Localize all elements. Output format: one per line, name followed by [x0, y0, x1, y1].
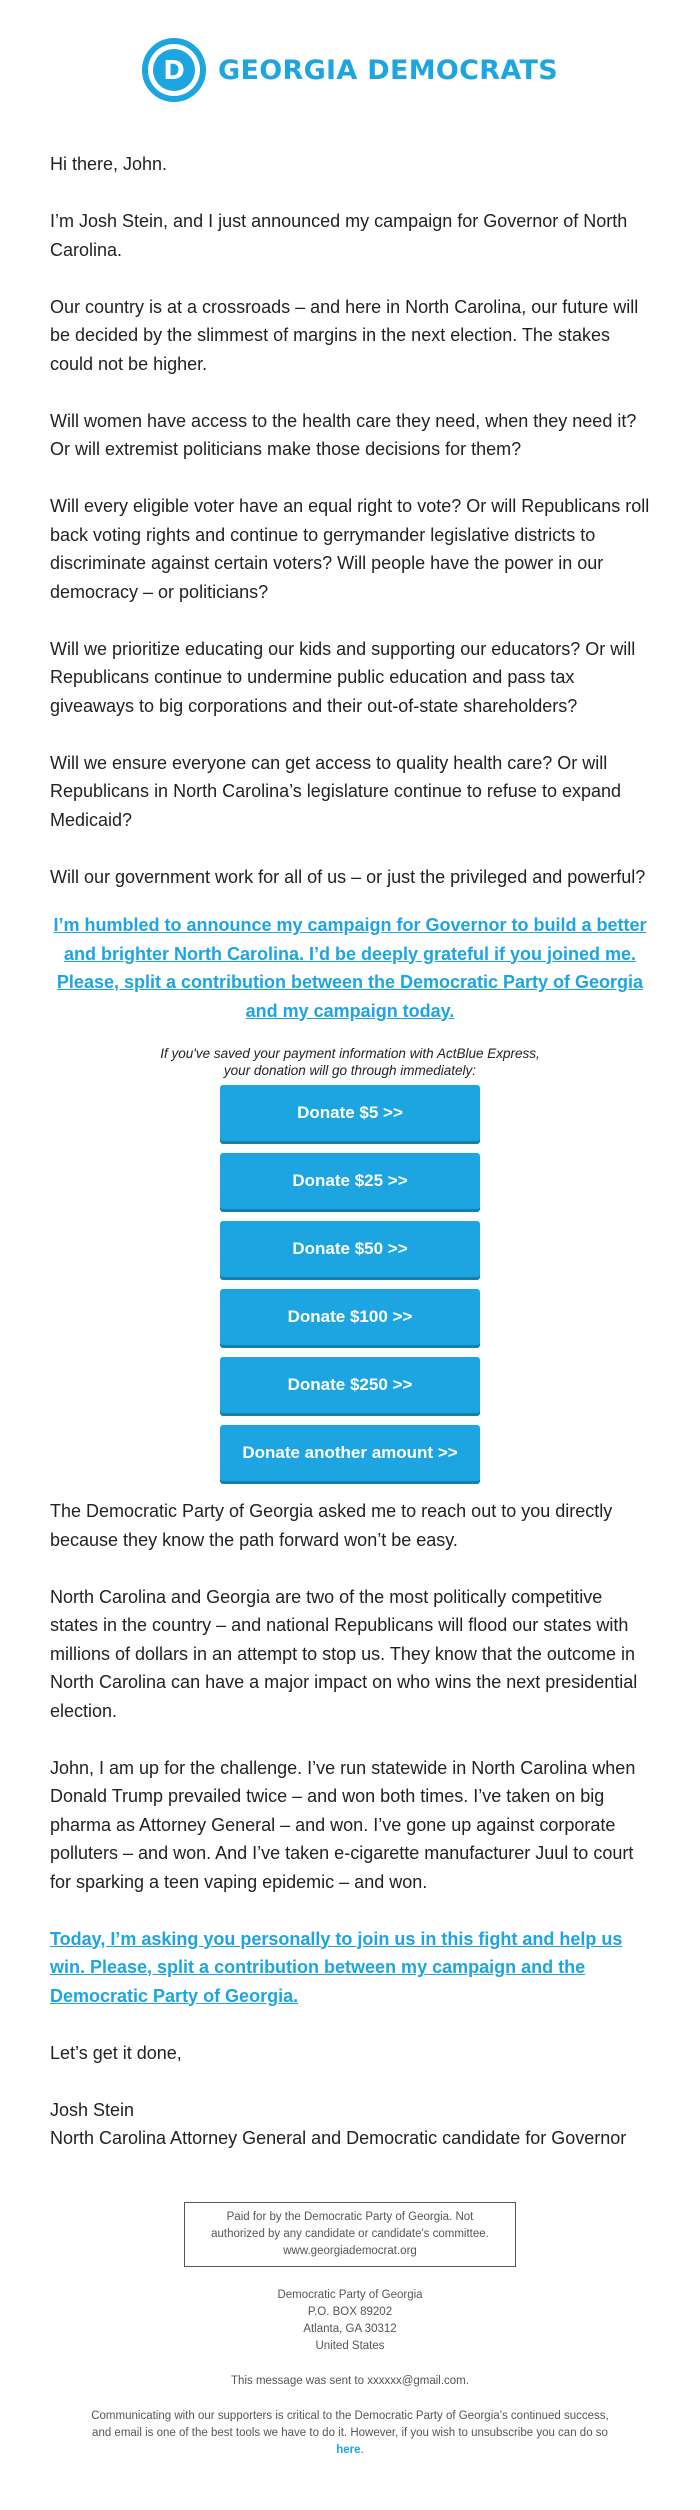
georgia-democrats-logo-icon: [142, 38, 206, 102]
paragraph-government: Will our government work for all of us – or just the privileged and powerful?: [50, 866, 646, 887]
address-line: Atlanta, GA 30312: [303, 2323, 397, 2335]
brand-name: GEORGIA DEMOCRATS: [218, 54, 558, 86]
unsubscribe-link[interactable]: here: [336, 2444, 361, 2456]
closing: Let’s get it done,: [50, 2042, 182, 2063]
actblue-note-line-2: your donation will go through immediately:: [223, 1063, 477, 1078]
paragraph-challenge: John, I am up for the challenge. I’ve run statewide in North Carolina when Donald Trump prevailed twice – and won both times. I’ve taken on big pharma as Attorney General – and won. I’ve gone up against corporate polluters – and won. And I’ve taken e-cigarette manufacturer Juul to court for sparking a teen vaping epidemic – and won.: [50, 1757, 636, 1892]
address-line: United States: [315, 2340, 385, 2352]
donate-section: [50, 1045, 650, 1481]
paid-for-line-2: authorized by any candidate or candidate's committee.: [211, 2228, 489, 2240]
join-fight-cta-link[interactable]: Today, I’m asking you personally to join us in this fight and help us win. Please, split a contribution between my campaign and the Democratic Party of Georgia.: [50, 1928, 623, 2006]
recipient-email: xxxxxx@gmail.com: [367, 2375, 466, 2387]
paragraph-crossroads: Our country is at a crossroads – and here in North Carolina, our future will be decided by the slimmest of margins in the next election. The stakes could not be higher.: [50, 296, 639, 374]
mailing-address: [0, 2287, 700, 2355]
paragraph-education: Will we prioritize educating our kids and supporting our educators? Or will Republicans continue to undermine public education and pass tax giveaways to big corporations and their out-of-state shareholders?: [50, 638, 636, 716]
sent-prefix: This message was sent to: [231, 2375, 368, 2387]
donate-250-button[interactable]: Donate $250 >>: [220, 1357, 480, 1413]
paid-for-disclaimer: [184, 2202, 516, 2267]
address-line: Democratic Party of Georgia: [277, 2289, 423, 2301]
signature-title: North Carolina Attorney General and Democratic candidate for Governor: [50, 2128, 627, 2148]
logo-letter: D: [163, 56, 185, 86]
paragraph-announcement: I’m Josh Stein, and I just announced my campaign for Governor of North Carolina.: [50, 211, 628, 260]
paid-for-line-3: www.georgiademocrat.org: [283, 2245, 417, 2257]
unsubscribe-end: .: [360, 2444, 364, 2456]
unsubscribe-text: Communicating with our supporters is critical to the Democratic Party of Georgia’s continued success, and email is one of the best tools we have to do it. However, if you wish to unsubscribe you can do so: [91, 2410, 609, 2439]
donate-100-button[interactable]: Donate $100 >>: [220, 1289, 480, 1345]
paragraph-voting-rights: Will every eligible voter have an equal right to vote? Or will Republicans roll back voting rights and continue to gerrymander legislative districts to discriminate against certain voters? Will people have the power in our democracy – or politicians?: [50, 496, 650, 602]
unsubscribe-notice: [90, 2408, 610, 2459]
sent-to-notice: [0, 2373, 700, 2390]
email-header: [0, 38, 700, 102]
greeting: Hi there, John.: [50, 154, 168, 174]
address-line: P.O. BOX 89202: [307, 2306, 393, 2318]
paragraph-health-care: Will women have access to the health care they need, when they need it? Or will extremist politicians make those decisions for them?: [50, 410, 637, 459]
paid-for-line-1: Paid for by the Democratic Party of Georgia. Not: [226, 2211, 474, 2223]
signature-name: Josh Stein: [50, 2099, 135, 2120]
paragraph-medicaid: Will we ensure everyone can get access to quality health care? Or will Republicans in North Carolina’s legislature continue to refuse to expand Medicaid?: [50, 752, 622, 830]
paragraph-competitive-states: North Carolina and Georgia are two of the most politically competitive states in the country – and national Republicans will flood our states with millions of dollars in an attempt to stop us. They know that the outcome in North Carolina can have a major impact on who wins the next presidential election.: [50, 1586, 638, 1721]
donate-25-button[interactable]: Donate $25 >>: [220, 1153, 480, 1209]
donate-other-amount-button[interactable]: Donate another amount >>: [220, 1425, 480, 1481]
campaign-cta-link[interactable]: I’m humbled to announce my campaign for Governor to build a better and brighter North Carolina. I’d be deeply grateful if you joined me. Please, split a contribution between the Democratic Party of Georgia and my campaign today.: [53, 915, 647, 1021]
donate-50-button[interactable]: Donate $50 >>: [220, 1221, 480, 1277]
actblue-note-line-1: If you've saved your payment information with ActBlue Express,: [160, 1046, 540, 1061]
paragraph-reach-out: The Democratic Party of Georgia asked me to reach out to you directly because they know the path forward won’t be easy.: [50, 1501, 613, 1550]
sent-suffix: .: [465, 2375, 469, 2387]
email-body: [50, 150, 650, 2153]
donate-5-button[interactable]: Donate $5 >>: [220, 1085, 480, 1141]
email-footer: [0, 2202, 700, 2459]
